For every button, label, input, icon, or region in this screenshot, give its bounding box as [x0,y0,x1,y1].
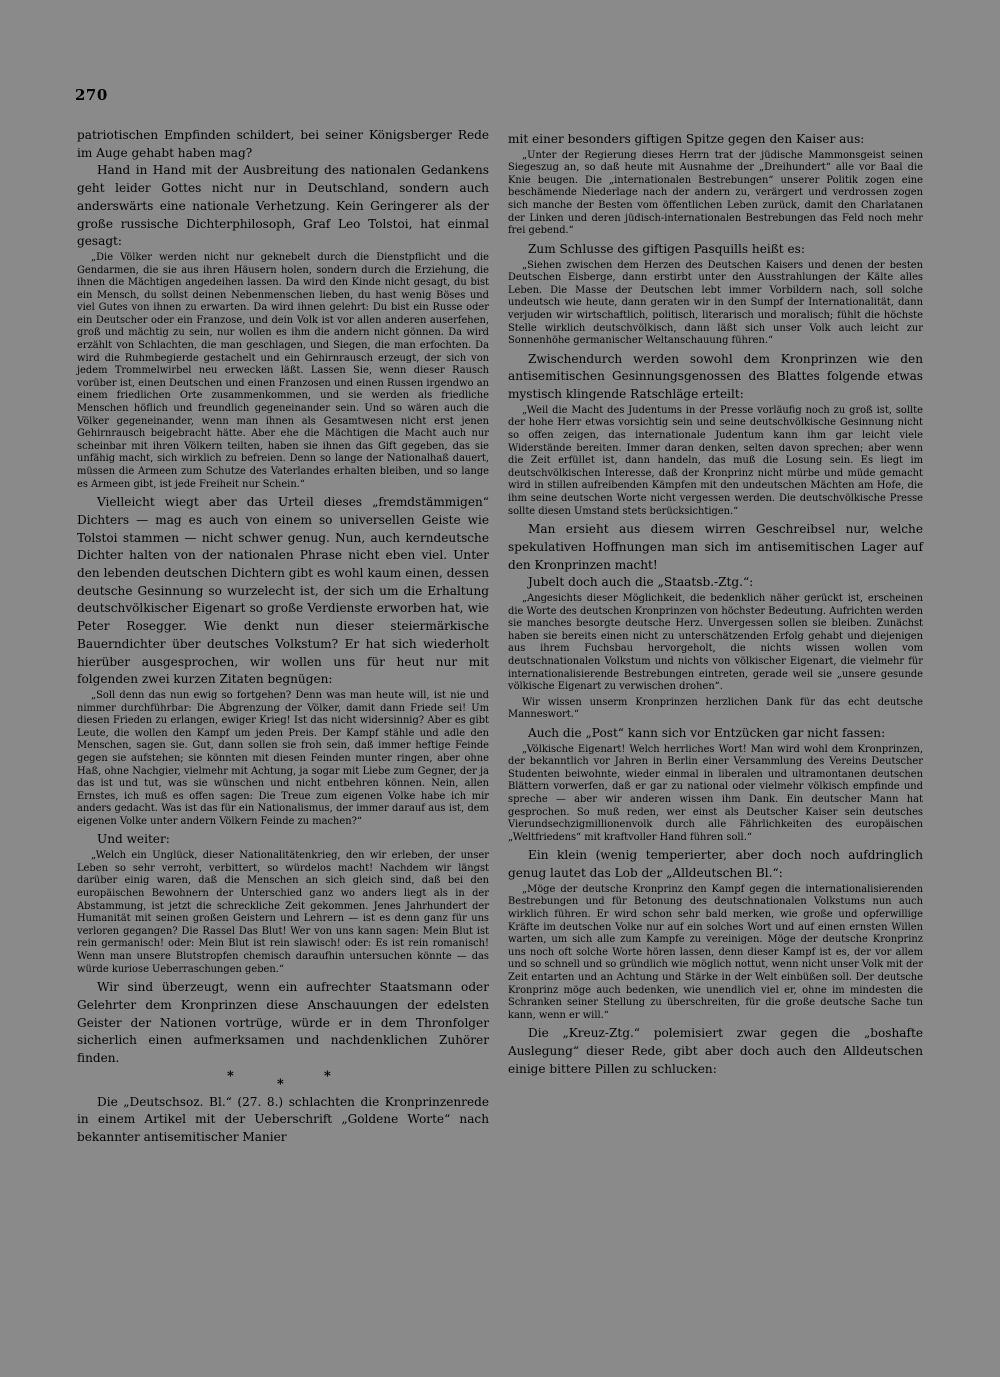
right-quote-paragraph: „Siehen zwischen dem Herzen des Deutschen Kaisers und denen der besten Deutschen Eisberge, dann erstirbt unter den Ausstrahlungen der Kälte alles Leben. Die Masse der Deutschen lebt immer Vorbildern nach, soll solche undeutsch wie heute, dann geraten wir in den Sumpf der Internationalität, dann verjuden wir wirtschaftlich, politisch, literarisch und moralisch; fühlt die höchste Stelle wirklich deutschvölkisch, dann läßt sich unser Volk auch leicht zur Sonnenhöhe germanischer Weltanschauung führen.“ [508,259,923,347]
left-body-paragraph: Wir sind überzeugt, wenn ein aufrechter Staatsmann oder Gelehrter dem Kronprinzen diese Anschauungen der edelsten Geister der Nationen vortrüge, würde er in dem Thronfolger sicherlich einen aufmerksamen und nachdenklichen Zuhörer finden. [77,980,489,1065]
right-quote-paragraph: „Völkische Eigenart! Welch herrliches Wort! Man wird wohl dem Kronprinzen, der bekanntlich vor Jahren in Berlin einer Versammlung des Vereins Deutscher Studenten beiwohnte, wieder einmal in liberalen und ultramontanen deutschen Blättern vorwerfen, daß er gar zu national oder vielmehr völkisch empfinde und spreche — aber wir anderen wissen ihm Dank. Ein deutscher Mann hat gesprochen. So muß reden, wer einst als Deutscher Kaiser sein deutsches Vierundsechzigmillionenvolk durch alle Fährlichkeiten des europäischen „Weltfriedens“ mit kraftvoller Hand führen soll.“ [508,743,923,843]
separator-star: * [227,1068,234,1084]
right-quote-paragraph: „Möge der deutsche Kronprinz den Kampf gegen die internationalisierenden Bestrebungen und für Betonung des deutschnationalen Volkstums nun auch wirklich führen. Er wird schon sehr bald merken, wie große und opferwillige Kräfte im deutschen Volke nur auf ein solches Wort und auf einen ernsten Willen warten, um sich alle zum Kampfe zu vereinigen. Möge der deutsche Kronprinz uns noch oft solche Worte hören lassen, denn dieser Kampf ist es, der vor allem und so schnell und so gründlich wie möglich nottut, wenn nicht unser Volk mit der Zeit entarten und an Achtung und Stärke in der Welt einbüßen soll. Der deutsche Kronprinz möge auch bedenken, wie unendlich viel er, ohne im mindesten die Schranken seiner Stellung zu überschreiten, für die große deutsche Sache tun kann, wenn er will.“ [508,883,923,1021]
right-column [508,131,923,1078]
right-quote-paragraph: „Unter der Regierung dieses Herrn trat der jüdische Mammonsgeist seinen Siegeszug an, so daß heute mit Ausnahme der „Dreihundert“ alle vor Baal die Knie beugen. Die „internationalen Bestrebungen“ unserer Politik zogen eine beschämende Niederlage nach der andern zu, verärgert und verdrossen zogen sich manche der Besten vom öffentlichen Leben zurück, damit den Charlatanen der Linken und deren jüdisch-internationalen Bestrebungen das Feld noch mehr frei gebend.“ [508,149,923,237]
left-body-paragraph: Vielleicht wiegt aber das Urteil dieses „fremdstämmigen“ Dichters — mag es auch von einem so universellen Geiste wie Tolstoi stammen — nicht schwer genug. Nun, auch kerndeutsche Dichter halten von der nationalen Phrase nicht eben viel. Unter den lebenden deutschen Dichtern gibt es wohl kaum einen, dessen deutsche Gesinnung so wurzelecht ist, der sich um die Erhaltung deutschvölkischer Eigenart so große Verdienste erworben hat, wie Peter Rosegger. Wie denkt nun dieser steiermärkische Bauerndichter über deutsches Volkstum? Er hat sich wiederholt hierüber ausgesprochen, wir wollen uns für heut nur mit folgenden zwei kurzen Zitaten begnügen: [77,495,489,687]
right-body-paragraph: Man ersieht aus diesem wirren Geschreibsel nur, welche spekulativen Hoffnungen man sich im antisemitischen Lager auf den Kronprinzen macht! [508,522,923,572]
page-number: 270 [75,86,108,104]
separator-star: * [324,1068,331,1084]
left-body-paragraph: Hand in Hand mit der Ausbreitung des nationalen Gedankens geht leider Gottes nicht nur in Deutschland, sondern auch anderswärts eine nationale Verhetzung. Kein Geringerer als der große russische Dichterphilosoph, Graf Leo Tolstoi, hat einmal gesagt: [77,163,489,249]
left-quote-paragraph: „Die Völker werden nicht nur geknebelt durch die Dienstpflicht und die Gendarmen, die sie aus ihren Häusern holen, sondern durch die Erziehung, die ihnen die Mächtigen angedeihen lassen. Da wird den Kinde nicht gesagt, du bist ein Mensch, du sollst deinen Nebenmenschen lieben, du hast wenig Böses und viel Gutes von ihnen zu erwarten. Da wird ihnen gelehrt: Du bist ein Russe oder ein Deutscher oder ein Franzose, und dein Volk ist vor allen anderen auserfehen, groß und mächtig zu sein, nur wollen es ihm die andern nicht gönnen. Da wird erzählt von Schlachten, die man geschlagen, und Siegen, die man erfochten. Da wird die Ruhmbegierde gestachelt und ein Gehirnrausch erzeugt, der sich von jedem Trommelwirbel neu erwecken läßt. Lassen Sie, wenn dieser Rausch vorüber ist, einen Deutschen und einen Franzosen und einen Russen irgendwo an einem friedlichen Orte zusammenkommen, und sie werden als friedliche Menschen höflich und freundlich gegeneinander sein. Und so wären auch die Völker gegeneinander, wenn man ihnen als Gesamtwesen nicht erst jenen Gehirnrausch beigebracht hätte. Aber ehe die Mächtigen die Macht auch nur scheinbar mit ihren Völkern teilten, haben sie ihnen das Gift gegeben, das sie unfähig macht, sich wirklich zu befreien. Denn so lange der Nationalhaß dauert, müssen die Armeen zum Schutze des Vaterlandes erhalten bleiben, und so lange es Armeen gibt, ist jede Freiheit nur Schein.“ [77,251,489,490]
right-body-paragraph: Die „Kreuz-Ztg.“ polemisiert zwar gegen die „boshafte Auslegung“ dieser Rede, gibt aber doch auch den Alldeutschen einige bittere Pillen zu schlucken: [508,1026,923,1076]
right-body-paragraph: Zwischendurch werden sowohl dem Kronprinzen wie den antisemitischen Gesinnungsgenossen des Blattes folgende etwas mystisch klingende Ratschläge erteilt: [508,351,923,402]
left-body-paragraph: patriotischen Empfinden schildert, bei seiner Königsberger Rede im Auge gehabt haben mag? [77,128,489,160]
right-body-paragraph: Zum Schlusse des giftigen Pasquills heißt es: [528,241,805,256]
right-body-paragraph: Auch die „Post“ kann sich vor Entzücken gar nicht fassen: [528,725,886,740]
right-quote-paragraph: Wir wissen unserm Kronprinzen herzlichen Dank für das echt deutsche Manneswort.“ [508,696,923,721]
left-body-paragraph: Die „Deutschsoz. Bl.“ (27. 8.) schlachten die Kronprinzenrede in einem Artikel mit der Ueberschrift „Goldene Worte“ nach bekannter antisemitischer Manier [77,1094,489,1145]
right-body-paragraph: Jubelt doch auch die „Staatsb.-Ztg.“: [528,575,754,590]
right-body-paragraph: mit einer besonders giftigen Spitze gegen den Kaiser aus: [508,132,865,146]
section-separator [77,1068,489,1094]
right-quote-paragraph: „Weil die Macht des Judentums in der Presse vorläufig noch zu groß ist, sollte der hohe Herr etwas vorsichtig sein und seine deutschvölkische Gesinnung nicht so offen zeigen, das internationale Judentum kann ihm gar leicht viele Widerstände bereiten. Immer daran denken, selten davon sprechen; aber wenn die Zeit erfüllet ist, dann handeln, das muß die Losung sein. Es liegt im deutschvölkischen Interesse, daß der Kronprinz nicht mürbe und müde gemacht wird in stillen aufreibenden Kämpfen mit den undeutschen Mächten am Hofe, die ihm seine deutschen Worte nicht vergessen werden. Die deutschvölkische Presse sollte diesen Umstand stets berücksichtigen.“ [508,404,923,517]
right-quote-paragraph: „Angesichts dieser Möglichkeit, die bedenklich näher gerückt ist, erscheinen die Worte des deutschen Kronprinzen von höchster Bedeutung. Aufrichten werden sie manches besorgte deutsche Herz. Unvergessen sollen sie bleiben. Zunächst haben sie bereits einen nicht zu unterschätzenden Erfolg gehabt und diejenigen aus ihrem Fuchsbau hervorgeholt, die nichts wissen wollen vom deutschnationalen Volkstum und nichts von völkischer Eigenart, die vielmehr für internationalisierende Bestrebungen eintreten, gerade weil sie „unsere gesunde völkische Eigenart zu verwischen drohen“. [508,592,923,693]
left-quote-paragraph: „Soll denn das nun ewig so fortgehen? Denn was man heute will, ist nie und nimmer durchführbar: Die Abgrenzung der Völker, damit dann Friede sei! Um diesen Frieden zu erlangen, ewiger Krieg! Ist das nicht widersinnig? Aber es gibt Leute, die wollen den Kampf um jeden Preis. Der Kampf stähle und adle den Menschen, sagen sie. Gut, dann sollen sie froh sein, daß immer heftige Feinde gegen sie aufstehen; sie könnten mit diesen Feinden munter ringen, aber ohne Haß, ohne Nachgier, vielmehr mit Achtung, ja sogar mit Liebe zum Gegner, der ja das ist und tut, was sie wünschen und nicht entbehren können. Nein, allen Ernstes, ich muß es offen sagen: Die Treue zum eigenen Volke habe ich mir anders gedacht. Was ist das für ein Nationalismus, der immer darauf aus ist, dem eigenen Volke unter andern Völkern Feinde zu machen?“ [77,689,489,827]
left-body-paragraph: Und weiter: [97,832,170,847]
separator-star: * [277,1076,284,1092]
right-body-paragraph: Ein klein (wenig temperierter, aber doch noch aufdringlich genug lautet das Lob der „Alldeutschen Bl.“: [508,848,923,881]
left-quote-paragraph: „Welch ein Unglück, dieser Nationalitätenkrieg, den wir erleben, der unser Leben so sehr verroht, verbittert, so würdelos macht! Nachdem wir längst darüber einig waren, daß die Menschen an sich gleich sind, daß bei den europäischen Bewohnern der Unterschied ganz wo anders liegt als in der Abstammung, ist jetzt die schreckliche Zeit gekommen. Jenes Jahrhundert der Humanität mit seinen großen Geistern und Lehrern — ist es denn ganz für uns verloren gegangen? Die Rassel Das Blut! Wer von uns kann sagen: Mein Blut ist rein germanisch! oder: Mein Blut ist rein slawisch! oder: Es ist rein romanisch! Wenn man unsere Blutstropfen chemisch daraufhin untersuchen könnte — das würde kuriose Ueberraschungen geben.“ [77,850,489,975]
left-column [77,127,489,1147]
